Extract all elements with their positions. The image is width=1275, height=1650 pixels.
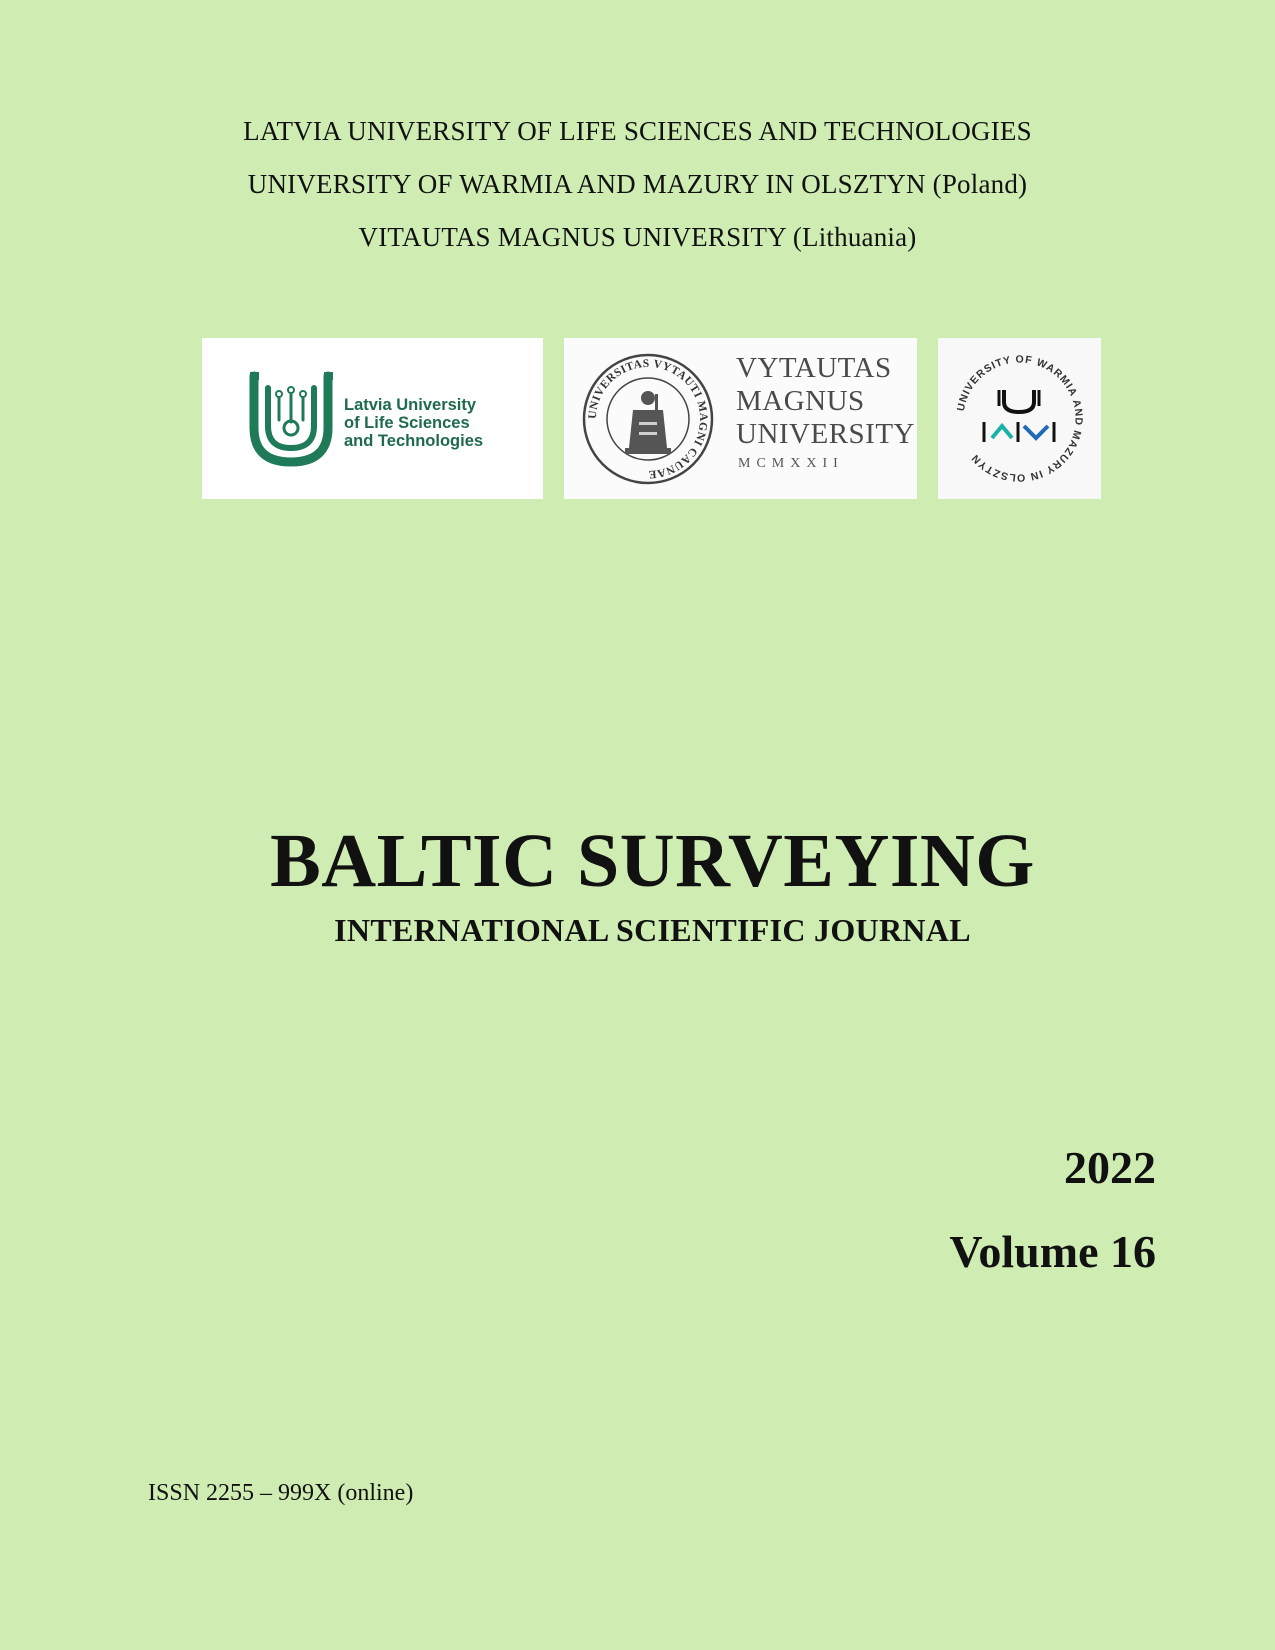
llu-wordmark-line: of Life Sciences [344, 414, 470, 432]
llu-wordmark-line: and Technologies [344, 432, 484, 450]
institutions-header [0, 116, 1275, 275]
publication-year: 2022 [1064, 1142, 1156, 1193]
journal-title: BALTIC SURVEYING [270, 819, 1035, 903]
llu-emblem-icon [248, 368, 334, 468]
vmu-wordmark-line: VYTAUTAS [736, 352, 892, 384]
vmu-logo [564, 338, 917, 499]
vmu-year: MCMXXII [738, 456, 844, 471]
journal-subtitle: INTERNATIONAL SCIENTIFIC JOURNAL [334, 912, 971, 948]
institution-line: VITAUTAS MAGNUS UNIVERSITY (Lithuania) [358, 222, 917, 252]
volume-number: Volume 16 [949, 1226, 1156, 1277]
vmu-wordmark-line: UNIVERSITY [736, 418, 915, 450]
uwm-logo [938, 338, 1101, 499]
vmu-seal-icon [581, 352, 715, 486]
llu-wordmark [344, 396, 483, 450]
institution-line: UNIVERSITY OF WARMIA AND MAZURY IN OLSZTYN (Poland) [247, 169, 1028, 199]
issn-number: ISSN 2255 – 999X (online) [148, 1480, 414, 1506]
vmu-wordmark [736, 352, 915, 451]
llu-logo [202, 338, 543, 499]
llu-wordmark-line: Latvia University [344, 396, 477, 414]
institution-line: LATVIA UNIVERSITY OF LIFE SCIENCES AND TECHNOLOGIES [243, 116, 1032, 146]
svg-text:UNIVERSITAS VYTAUTI MAGNI CAUN: UNIVERSITAS VYTAUTI MAGNI CAUNAE [586, 357, 710, 481]
svg-text:UNIVERSITY OF WARMIA AND MAZUR: UNIVERSITY OF WARMIA AND MAZURY IN OLSZTYN [954, 353, 1085, 484]
vmu-wordmark-line: MAGNUS [736, 385, 865, 417]
journal-title-block [0, 818, 1275, 948]
uwm-emblem-icon [938, 338, 1101, 499]
